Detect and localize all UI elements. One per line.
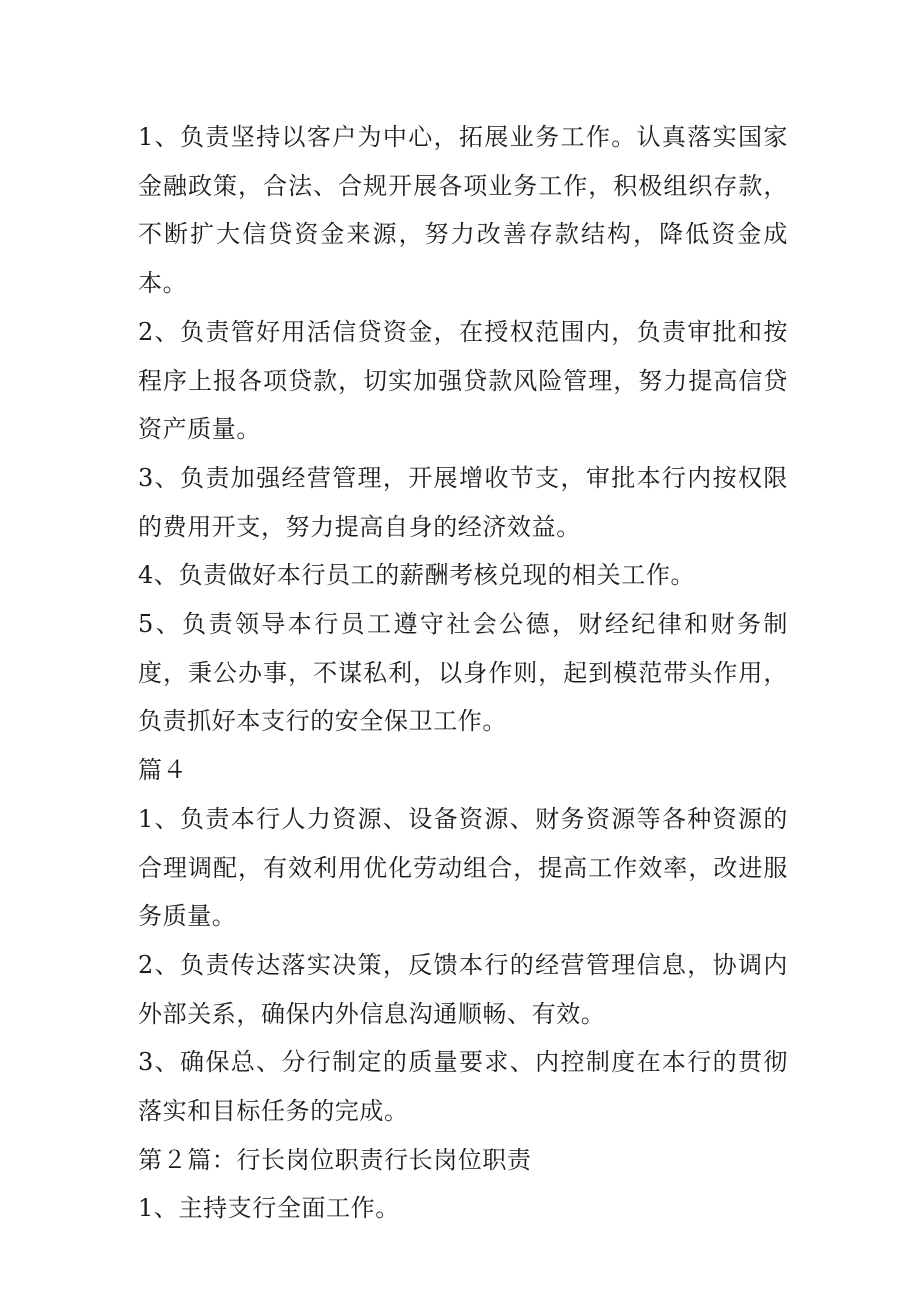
paragraph-duty-4: 4、负责做好本行员工的薪酬考核兑现的相关工作。 bbox=[138, 561, 696, 590]
paragraph-section4-duty-1: 1、负责本行人力资源、设备资源、财务资源等各种资源的合理调配，有效利用优化劳动组合，提高工作效率，改进服务质量。 bbox=[138, 804, 788, 931]
paragraph-duty-3: 3、负责加强经营管理，开展增收节支，审批本行内按权限的费用开支，努力提高自身的经济效益。 bbox=[138, 463, 788, 541]
document-body bbox=[138, 113, 788, 1233]
section-heading-4: 篇４ bbox=[138, 756, 188, 785]
paragraph-duty-2: 2、负责管好用活信贷资金，在授权范围内，负责审批和按程序上报各项贷款，切实加强贷款风险管理，努力提高信贷资产质量。 bbox=[138, 317, 788, 444]
paragraph-duty-1: 1、负责坚持以客户为中心，拓展业务工作。认真落实国家金融政策，合法、合规开展各项业务工作，积极组织存款，不断扩大信贷资金来源，努力改善存款结构，降低资金成本。 bbox=[138, 123, 788, 298]
paragraph-section4-duty-3: 3、确保总、分行制定的质量要求、内控制度在本行的贯彻落实和目标任务的完成。 bbox=[138, 1048, 788, 1126]
chapter-heading-2: 第２篇：行长岗位职责行长岗位职责 bbox=[138, 1145, 532, 1174]
paragraph-section4-duty-2: 2、负责传达落实决策，反馈本行的经营管理信息，协调内外部关系，确保内外信息沟通顺畅、有效。 bbox=[138, 950, 788, 1028]
paragraph-duty-5: 5、负责领导本行员工遵守社会公德，财经纪律和财务制度，秉公办事，不谋私利，以身作则，起到模范带头作用，负责抓好本支行的安全保卫工作。 bbox=[138, 610, 788, 736]
paragraph-chapter2-duty-1: 1、主持支行全面工作。 bbox=[138, 1194, 400, 1223]
